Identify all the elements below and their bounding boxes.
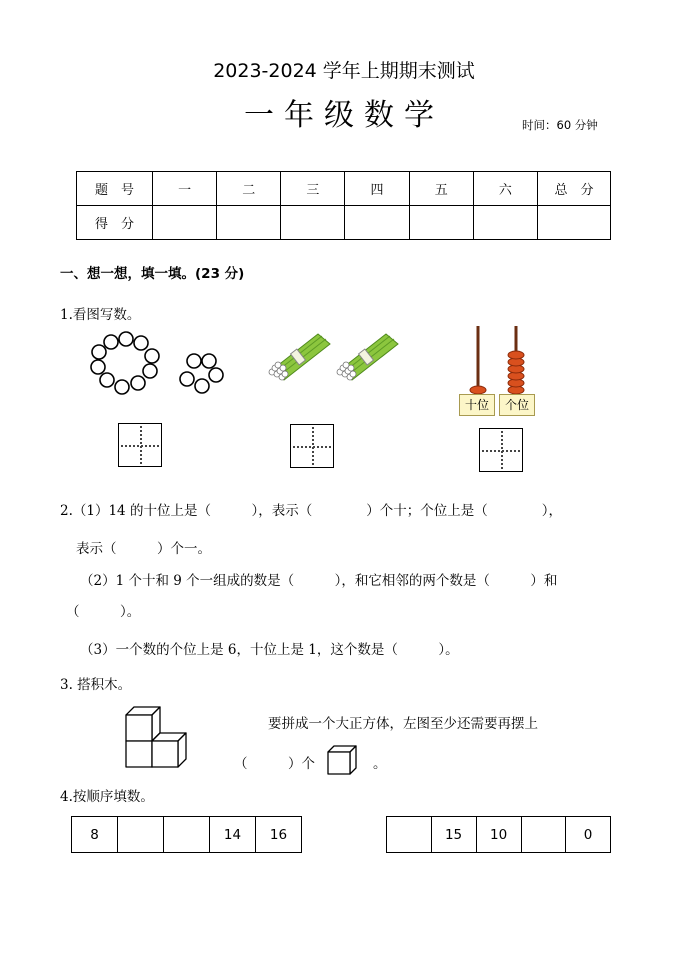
section-heading: 一、想一想，填一填。(23 分) — [60, 266, 245, 282]
sequence-cell: 10 — [476, 817, 521, 853]
score-cell: 二 — [217, 172, 281, 206]
score-cell: 题 号 — [77, 172, 153, 206]
score-blank[interactable] — [409, 206, 473, 240]
exam-title: 2023-2024 学年上期期末测试 — [213, 60, 475, 82]
score-row-label: 得 分 — [77, 206, 153, 240]
abacus-figure — [456, 326, 540, 396]
question-2-line-3: （2）1 个十和 9 个一组成的数是（ ），和它相邻的两个数是（ ）和 — [80, 573, 558, 589]
sequence-blank-cell[interactable] — [387, 817, 432, 853]
score-blank[interactable] — [473, 206, 537, 240]
cube-stack-figure — [124, 705, 190, 769]
score-table — [76, 171, 611, 240]
abacus-ones-label: 个位 — [499, 394, 535, 416]
circle-ring-figure — [86, 330, 164, 398]
sequence-blank-cell[interactable] — [164, 817, 210, 853]
sequence-table-1 — [71, 816, 302, 853]
score-cell: 六 — [473, 172, 537, 206]
score-cell: 一 — [153, 172, 217, 206]
score-cell: 总 分 — [538, 172, 611, 206]
single-cube-icon — [326, 744, 358, 776]
sequence-blank-cell[interactable] — [521, 817, 566, 853]
time-limit: 时间：60 分钟 — [522, 118, 598, 132]
question-1-label: 1.看图写数。 — [60, 307, 141, 323]
abacus-tens-label: 十位 — [459, 394, 495, 416]
score-table-header-row — [77, 172, 611, 206]
sequence-cell: 8 — [72, 817, 118, 853]
sequence-cell: 0 — [566, 817, 611, 853]
question-3-blank-text: （ ）个 — [234, 756, 315, 772]
sequence-table-2 — [386, 816, 611, 853]
question-3-period: 。 — [373, 756, 387, 772]
score-blank[interactable] — [153, 206, 217, 240]
sequence-cell: 16 — [256, 817, 302, 853]
stick-bundles-figure — [266, 330, 406, 388]
question-3-text: 要拼成一个大正方体，左图至少还需要再摆上 — [268, 716, 538, 732]
question-2-line-5: （3）一个数的个位上是 6，十位上是 1，这个数是（ ）。 — [80, 642, 459, 658]
sequence-blank-cell[interactable] — [118, 817, 164, 853]
score-cell: 三 — [281, 172, 345, 206]
score-cell: 五 — [409, 172, 473, 206]
score-blank[interactable] — [217, 206, 281, 240]
score-table-score-row — [77, 206, 611, 240]
sequence-cell: 15 — [431, 817, 476, 853]
question-3-label: 3. 搭积木。 — [60, 677, 132, 693]
answer-writing-box[interactable] — [479, 428, 523, 472]
circle-small-group-figure — [176, 350, 226, 396]
score-blank[interactable] — [281, 206, 345, 240]
score-cell: 四 — [345, 172, 409, 206]
question-2-line-1: 2.（1）14 的十位上是（ ），表示（ ）个十；个位上是（ ）， — [60, 503, 562, 519]
question-4-label: 4.按顺序填数。 — [60, 789, 154, 805]
score-blank[interactable] — [538, 206, 611, 240]
exam-subject: 一年级数学 — [244, 98, 444, 133]
answer-writing-box[interactable] — [118, 423, 162, 467]
question-2-line-2: 表示（ ）个一。 — [76, 541, 211, 557]
answer-writing-box[interactable] — [290, 424, 334, 468]
question-2-line-4: （ ）。 — [66, 604, 141, 620]
sequence-cell: 14 — [210, 817, 256, 853]
score-blank[interactable] — [345, 206, 409, 240]
